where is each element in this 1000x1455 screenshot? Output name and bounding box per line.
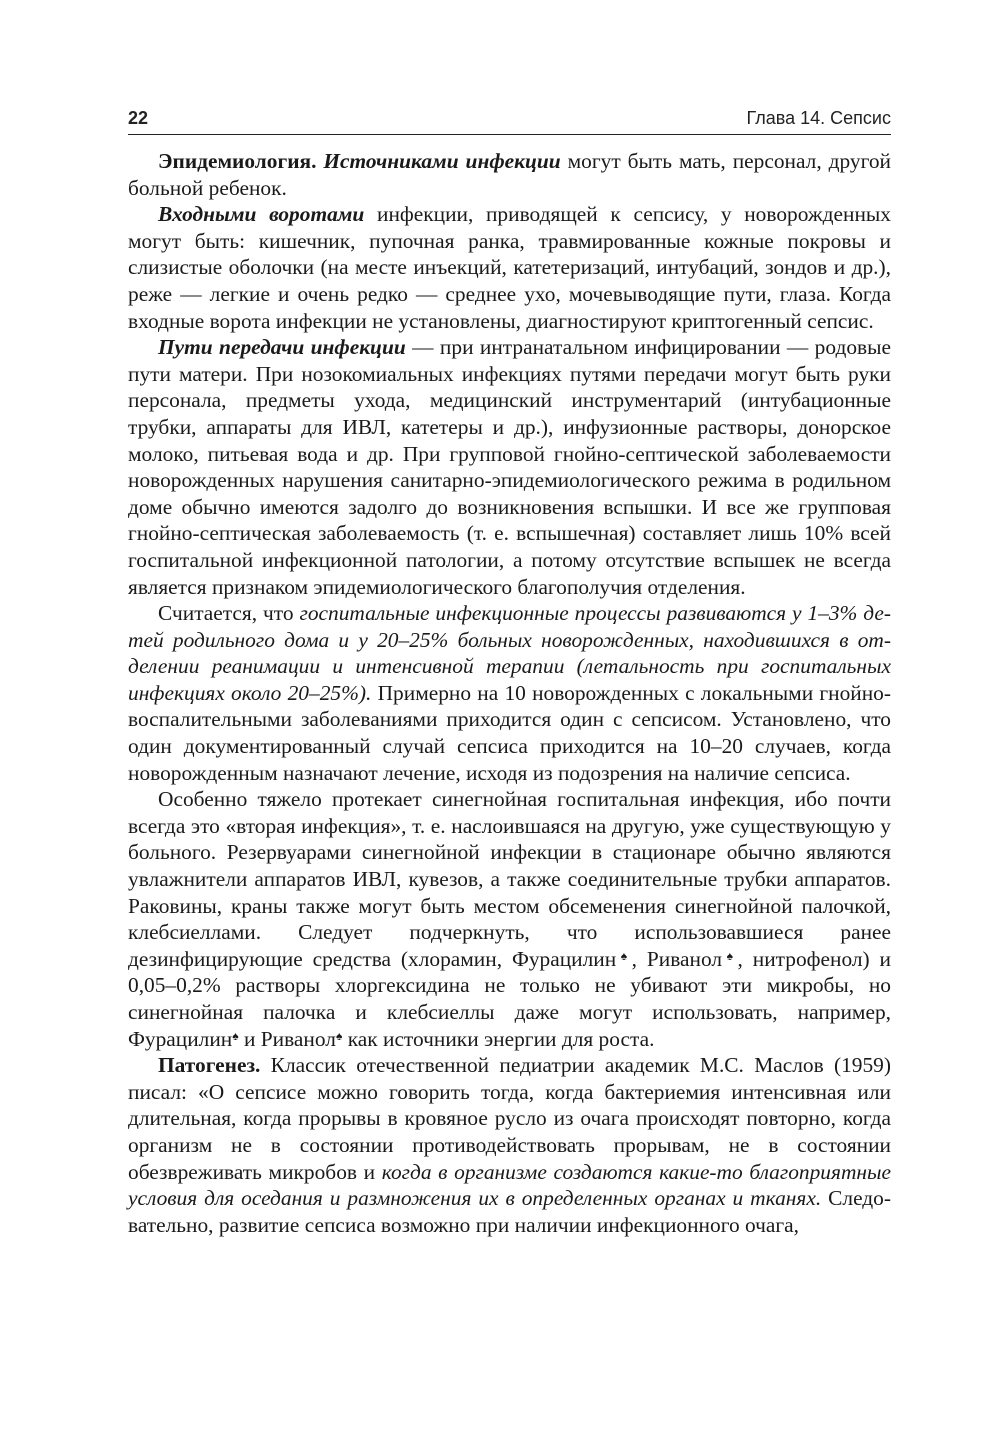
- bold-italic-term: Пути передачи инфекции: [158, 335, 406, 360]
- paragraph-pseudomonas: [128, 786, 891, 1052]
- text-run: Считается, что: [158, 601, 300, 626]
- text-run: Классик отечественной педиатрии академик М.С. Маслов (1959) писал: «О сепсисе можно говорить тогда, когда бактериемия интенсивная или длительная, когда прорывы в кровяное русло из очага происходят повторно, когда организм не в состоянии противодействовать прорывам, не в состоянии обезвреживать микробов и: [128, 1053, 891, 1184]
- text-run: инфекции, приводящей к сепсису, у новорожденных могут быть: кишечник, пупочная ранка, травмированные кожные покровы и слизистые оболочки (на месте инъекций, катетеризаций, интубаций, зондов и др.), реже — легкие и очень редко — среднее ухо, мочевыводящие пути, глаза. Когда входные ворота инфекции не установлены, диагностируют криптогенный сепсис.: [128, 202, 891, 333]
- italic-emphasis: госпитальные инфекционные процессы развиваются у 1–3% детей родильного дома и у 20–25% больных новорожденных, находившихся в отделении реанимации и интенсивной терапии (летальность при госпитальных инфекциях около 20–25%).: [128, 601, 891, 705]
- paragraph-pathogenesis: [128, 1052, 891, 1238]
- text-run: Особенно тяжело протекает синегнойная госпитальная инфекция, ибо почти всегда это «вторая инфекция», т. е. наслоившаяся на другую, уже существующую у больного. Резервуарами синегнойной инфекции в стационаре обычно являются увлажнители аппаратов ИВЛ, кувезов, а также соединительные трубки аппаратов. Раковины, краны также могут быть местом обсеменения синегнойной палочкой, клебсиеллами. Следует подчеркнуть, что использовавшиеся ранее дезинфицирующие средства (хлорамин, Фурацилин: [128, 787, 891, 971]
- paragraph-epidemiology: [128, 148, 891, 201]
- paragraph-entry-gates: [128, 201, 891, 334]
- bold-heading: Эпидемиология.: [158, 149, 317, 173]
- running-head: Глава 14. Сепсис: [746, 108, 891, 128]
- bold-heading: Патогенез.: [158, 1053, 261, 1078]
- bold-italic-term: Входными воротами: [158, 202, 365, 227]
- text-run: Следовательно, развитие сепсиса возможно при наличии инфекционного очага,: [128, 1186, 891, 1237]
- text-run: , Риванол: [631, 946, 723, 971]
- trademark-mark: ♠: [232, 1028, 239, 1043]
- trademark-mark: ♠: [722, 948, 738, 963]
- text-run: , нитрофенол) и 0,05–0,2% растворы хлоргексидина не только не убивают эти микробы, но синегнойная палочка и клебсиеллы даже могут использовать, например, Фурацилин: [128, 946, 892, 1051]
- trademark-mark: ♠: [616, 948, 632, 963]
- text-run: и Риванол: [238, 1026, 336, 1051]
- body-text: [128, 148, 891, 1238]
- text-run: как источники энергии для роста.: [342, 1026, 655, 1051]
- page-number: 22: [128, 108, 149, 128]
- paragraph-transmission: [128, 334, 891, 600]
- page-header: [128, 104, 891, 135]
- text-run: Примерно на 10 новорожденных с локальными гнойно-воспалительными заболеваниями приходится один с сепсисом. Установлено, что один документированный случай сепсиса приходится на 10–20 случаев, когда новорожденным назначают лечение, исходя из подозрения на наличие сепсиса.: [128, 680, 891, 785]
- text-run: могут быть мать, персонал, другой больной ребенок.: [128, 149, 891, 200]
- text-run: — при интранатальном инфицировании — родовые пути матери. При нозокомиальных инфекциях путями передачи могут быть руки персонала, предметы ухода, медицинский инструментарий (интубационные трубки, аппараты для ИВЛ, катетеры и др.), инфузионные растворы, донорское молоко, питьевая вода и др. При групповой гнойно-септической заболеваемости новорожденных нарушения санитарно-эпидемиологического режима в родильном доме обычно имеются задолго до возникновения вспышки. И все же групповая гнойно-септическая заболеваемость (т. е. вспышечная) составляет лишь 10% всей госпитальной инфекционной патологии, а потому отсутствие вспышек не всегда является признаком эпидемиологического благополучия отделения.: [128, 335, 892, 599]
- italic-emphasis: когда в организме создаются какие-то благоприятные условия для оседания и размножения их в определенных органах и тканях.: [128, 1159, 891, 1211]
- bold-italic-term: Источниками инфекции: [323, 149, 561, 173]
- paragraph-hospital-processes: [128, 600, 891, 786]
- trademark-mark: ♠: [335, 1028, 343, 1043]
